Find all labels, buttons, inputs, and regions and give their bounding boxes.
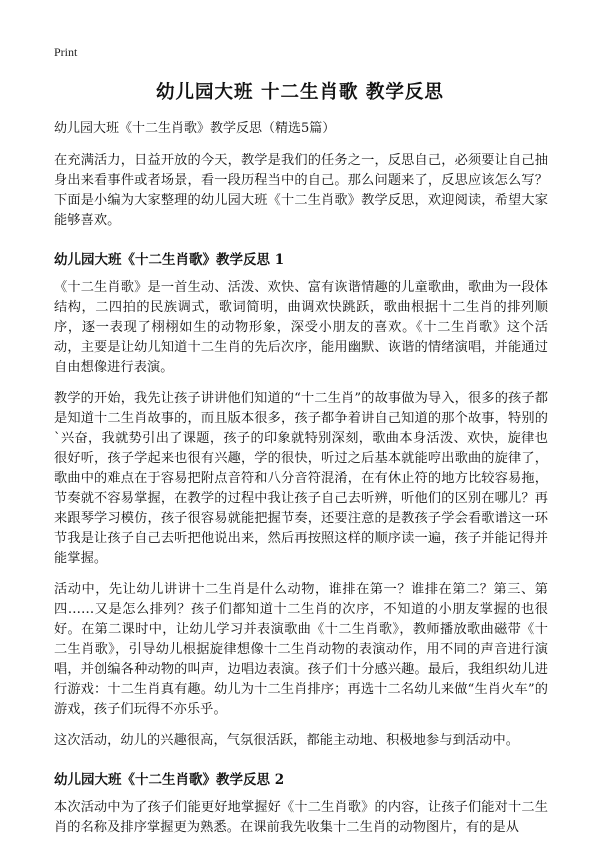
section-1-paragraph-3: 活动中，先让幼儿讲讲十二生肖是什么动物，谁排在第一？谁排在第二？第三、第四……又是怎么排列？孩子们都知道十二生肖的次序，不知道的小朋友掌握的也很好。在第二课时中，让幼儿学习并表演歌曲《十二生肖歌》，教师播放歌曲磁带《十二生肖歌》，引导幼儿根据旋律想像十二生肖动物的表演动作，用不同的声音进行演唱，并创编各种动物的叫声，边唱边表演。孩子们十分感兴趣。最后，我组织幼儿进行游戏：十二生肖真有趣。幼儿为十二生肖排序；再选十二名幼儿来做“生肖火车”的游戏，孩子们玩得不亦乐乎。 bbox=[54, 582, 548, 717]
section-heading-2: 幼儿园大班《十二生肖歌》教学反思 2 bbox=[54, 772, 285, 788]
section-1-paragraph-4: 这次活动，幼儿的兴趣很高，气氛很活跃，都能主动地、积极地参与到活动中。 bbox=[54, 733, 520, 748]
page-title: 幼儿园大班 十二生肖歌 教学反思 bbox=[156, 82, 444, 103]
print-link[interactable]: Print bbox=[54, 45, 78, 59]
section-2-paragraph-1: 本次活动中为了孩子们能更好地掌握好《十二生肖歌》的内容，让孩子们能对十二生肖的名称及排序掌握更为熟悉。在课前我先收集十二生肖的动物图片，有的是从 bbox=[54, 800, 548, 835]
section-1-paragraph-2: 教学的开始，我先让孩子讲讲他们知道的“十二生肖”的故事做为导入，很多的孩子都是知道十二生肖故事的，而且版本很多，孩子都争着讲自己知道的那个故事，特别的`兴奋，我就势引出了课题，孩子的印象就特别深刻，歌曲本身活泼、欢快，旋律也很好听，孩子学起来也很有兴趣，学的很快，听过之后基本就能哼出歌曲的旋律了，歌曲中的难点在于容易把附点音符和八分音符混淆，在有休止符的地方比较容易拖，节奏就不容易掌握，在教学的过程中我让孩子自己去听辨，听他们的区别在哪儿？再来跟琴学习模仿，孩子很容易就能把握节奏，还要注意的是教孩子学会看歌谱这一环节我是让孩子自己去听把他说出来，然后再按照这样的顺序读一遍，孩子并能记得并能掌握。 bbox=[54, 391, 548, 566]
intro-paragraph: 在充满活力，日益开放的今天，教学是我们的任务之一，反思自己，必须要让自己抽身出来看事件或者场景，看一段历程当中的自己。那么问题来了，反思应该怎么写？下面是小编为大家整理的幼儿园大班《十二生肖歌》教学反思，欢迎阅读，希望大家能够喜欢。 bbox=[54, 153, 548, 228]
section-1-paragraph-1: 《十二生肖歌》是一首生动、活泼、欢快、富有诙谐情趣的儿童歌曲，歌曲为一段体结构，二四拍的民族调式，歌词简明，曲调欢快跳跃，歌曲根据十二生肖的排列顺序，逐一表现了栩栩如生的动物形象，深受小朋友的喜欢。《十二生肖歌》这个活动，主要是让幼儿知道十二生肖的先后次序，能用幽默、诙谐的情绪演唱，并能通过自由想像进行表演。 bbox=[54, 280, 548, 375]
document-subtitle: 幼儿园大班《十二生肖歌》教学反思（精选5篇） bbox=[54, 121, 336, 136]
document-body bbox=[54, 117, 548, 849]
section-heading-1: 幼儿园大班《十二生肖歌》教学反思 1 bbox=[54, 252, 285, 268]
